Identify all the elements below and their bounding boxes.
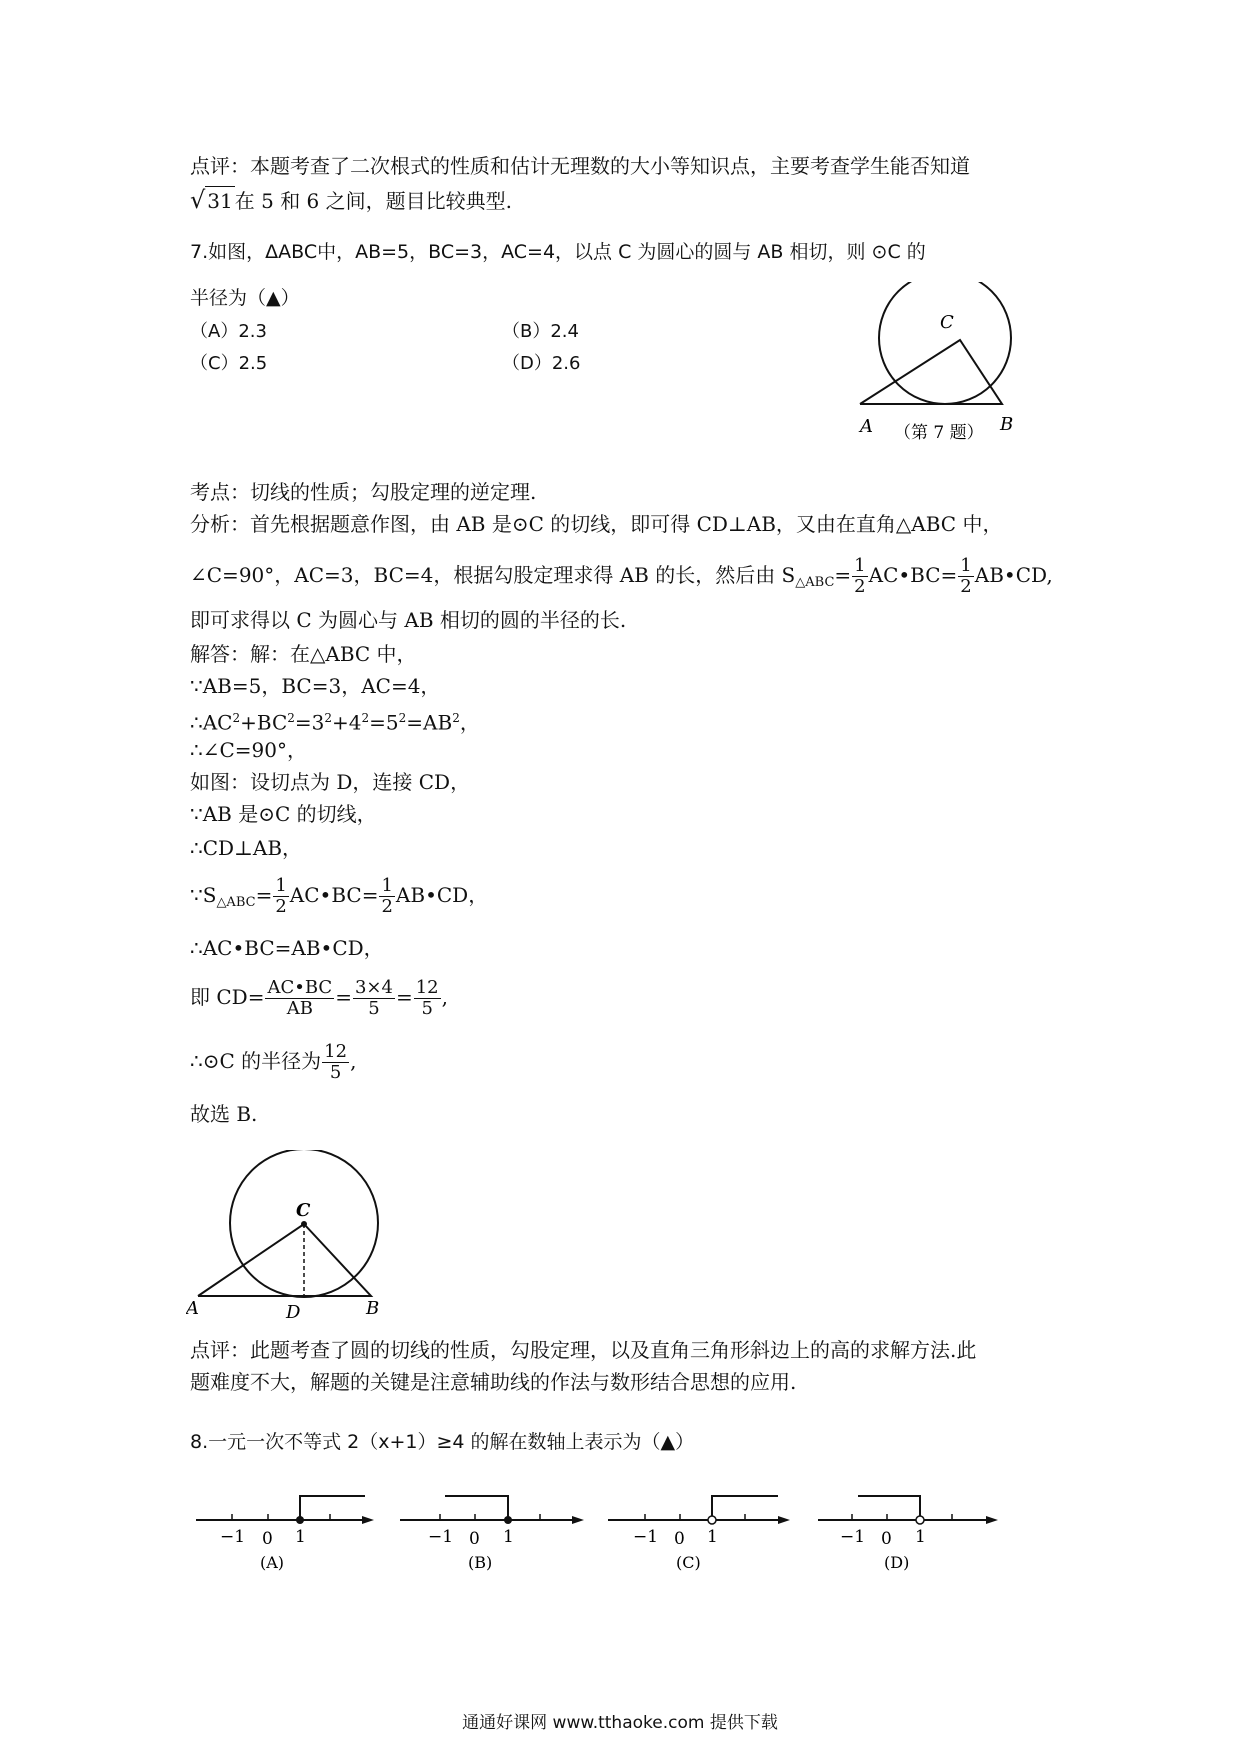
fenxi-text-c: AC•BC= <box>868 563 958 587</box>
q7-stem-line-2: 半径为（▲） <box>190 287 300 309</box>
axis-a-tick-neg1: −1 <box>220 1527 246 1547</box>
sqrt-radicand: 31 <box>205 186 234 215</box>
q7-jieda: 解答：解：在△ABC 中， <box>190 642 417 666</box>
q7-fenxi-line-2 <box>190 556 1053 597</box>
solution-label-b: B <box>366 1298 380 1319</box>
q7-figure <box>850 282 1030 452</box>
axis-c <box>608 1496 790 1572</box>
solution-center-dot <box>301 1221 307 1227</box>
q7-step-6: ∴CD⊥AB， <box>190 836 303 860</box>
solution-label-c: C <box>296 1200 311 1221</box>
q7-circle <box>879 282 1011 404</box>
axis-a-caption: (A) <box>260 1553 285 1572</box>
axis-d-tick-1: 1 <box>915 1527 926 1547</box>
solution-label-d: D <box>286 1302 301 1320</box>
axis-d-tick-neg1: −1 <box>840 1527 866 1547</box>
q7-solution-figure <box>186 1150 406 1320</box>
q7-step-9: 即 CD= $\frac{AC•BC}{AB}$ = $\frac{3\times 4}{5}$ = $\frac{12}{5}$ , <box>190 977 448 1019</box>
fenxi-eq: = <box>834 563 852 587</box>
q7-label-a: A <box>860 416 873 437</box>
axis-b <box>400 1496 584 1572</box>
q7-option-b: （B）2.4 <box>502 321 579 342</box>
comment-line-1: 点评：本题考查了二次根式的性质和估计无理数的大小等知识点，主要考查学生能否知道 <box>190 154 970 178</box>
step9-frac-2: $\frac{3\times 4}{5}$ <box>354 977 393 1019</box>
axis-c-tick-0: 0 <box>674 1529 685 1549</box>
q7-dianping-2: 题难度不大，解题的关键是注意辅助线的作法与数形结合思想的应用. <box>190 1370 797 1394</box>
step7-frac-2: $\frac{1}{2}$ <box>381 875 393 917</box>
q7-dianping-1: 点评：此题考查了圆的切线的性质，勾股定理，以及直角三角形斜边上的高的求解方法.此 <box>190 1338 977 1362</box>
q7-fenxi-line-3: 即可求得以 C 为圆心与 AB 相切的圆的半径的长. <box>190 608 627 632</box>
axis-b-tick-0: 0 <box>469 1529 480 1549</box>
solution-label-a: A <box>186 1298 199 1319</box>
axis-a-tick-1: 1 <box>295 1527 306 1547</box>
axis-c-tick-neg1: −1 <box>633 1527 659 1547</box>
q7-option-a: （A）2.3 <box>190 321 267 342</box>
q7-option-d: （D）2.6 <box>502 353 581 374</box>
q7-step-7: $\because S_{\triangle ABC}=$ $\frac{1}{2}$ AC•BC= $\frac{1}{2}$ AB•CD， <box>190 875 489 917</box>
axis-b-caption: (B) <box>468 1553 493 1572</box>
axis-a <box>196 1496 374 1572</box>
page-footer: 通通好课网 www.tthaoke.com 提供下载 <box>462 1713 778 1733</box>
step9-frac-3: $\frac{12}{5}$ <box>415 977 439 1019</box>
q7-label-b: B <box>1000 414 1014 435</box>
q7-label-c: C <box>940 312 954 333</box>
step9-frac-1: $\frac{AC•BC}{AB}$ <box>267 977 333 1019</box>
axis-b-tick-neg1: −1 <box>428 1527 454 1547</box>
axis-d <box>818 1496 998 1572</box>
step7-frac-1: $\frac{1}{2}$ <box>275 875 287 917</box>
axis-d-caption: (D) <box>884 1553 910 1572</box>
q7-step-1: ∵AB=5，BC=3，AC=4， <box>190 674 441 698</box>
sqrt-sign: √ <box>190 186 206 214</box>
q7-step-4: 如图：设切点为 D，连接 CD， <box>190 770 471 794</box>
fenxi-frac-2: $\frac{1}{2}$ <box>960 555 972 597</box>
axis-c-tick-1: 1 <box>707 1527 718 1547</box>
axis-c-caption: (C) <box>676 1553 701 1572</box>
step10-frac: $\frac{12}{5}$ <box>324 1041 348 1083</box>
q8-number-lines <box>190 1486 1010 1576</box>
q7-caption: （第 7 题） <box>894 423 984 443</box>
q7-answer: 故选 B. <box>190 1102 258 1126</box>
q7-step-3: ∴∠C=90°， <box>190 738 307 762</box>
q7-option-c: （C）2.5 <box>190 353 268 374</box>
fenxi-subscript: △ABC <box>795 575 835 590</box>
q7-step-8: ∴AC•BC=AB•CD， <box>190 936 384 960</box>
fenxi-text-d: AB•CD, <box>974 563 1053 587</box>
q7-step-10: ∴⊙C 的半径为 $\frac{12}{5}$ , <box>190 1041 357 1083</box>
comment-line-2 <box>190 186 512 215</box>
q7-kaodian: 考点：切线的性质；勾股定理的逆定理. <box>190 480 537 504</box>
axis-a-tick-0: 0 <box>262 1529 273 1549</box>
fenxi-frac-1: $\frac{1}{2}$ <box>854 555 866 597</box>
q8-stem: 8.一元一次不等式 2（x+1）≥4 的解在数轴上表示为（▲） <box>190 1431 695 1453</box>
q7-step-5: ∵AB 是⊙C 的切线， <box>190 802 377 826</box>
q7-fenxi-line-1: 分析：首先根据题意作图，由 AB 是⊙C 的切线，即可得 CD⊥AB，又由在直角△ABC 中， <box>190 512 1003 536</box>
comment-line-2-text: 在 5 和 6 之间，题目比较典型. <box>234 189 512 213</box>
q7-step-2: $\therefore AC^2+BC^2=3^2+4^2=5^2=AB^2$， <box>190 710 480 735</box>
q7-stem-line-1: 7.如图，ΔABC中，AB=5，BC=3，AC=4，以点 C 为圆心的圆与 AB 相切，则 ⊙C 的 <box>190 241 926 263</box>
axis-b-tick-1: 1 <box>503 1527 514 1547</box>
fenxi-text-a: ∠C=90°，AC=3，BC=4，根据勾股定理求得 AB 的长，然后由 S <box>190 563 796 587</box>
axis-d-tick-0: 0 <box>881 1529 892 1549</box>
